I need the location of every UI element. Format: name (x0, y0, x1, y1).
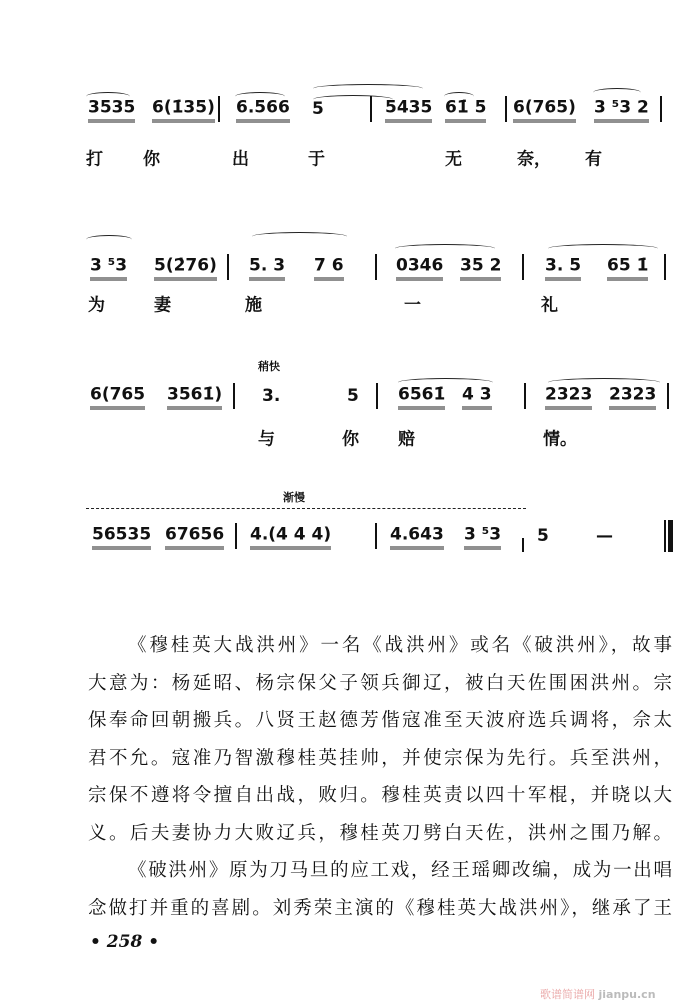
note-group: 3 ⁵3 2 (594, 98, 649, 123)
note-group: 5435 (385, 98, 432, 123)
bar-line (505, 96, 507, 122)
watermark (540, 986, 656, 1002)
note-group: 5(2̇76) (154, 256, 217, 281)
note-group: 5 (537, 526, 549, 546)
note-group: 4.643 (390, 525, 444, 550)
bar-line (375, 254, 377, 280)
lyric: 赔 (398, 429, 415, 450)
bar-line (524, 383, 526, 409)
note-group: 3535 (88, 98, 135, 123)
bar-line (376, 383, 378, 409)
lyric: 为 (88, 295, 105, 316)
bar-line (218, 96, 220, 122)
note-group: 2323 (545, 385, 592, 410)
lyric: 出 (232, 149, 249, 170)
note-group: 6(765) (513, 98, 576, 123)
text-line: 《穆桂英大战洪州》一名《战洪州》或名《破洪州》，故事 (128, 635, 672, 656)
lyric: 奈， (517, 149, 551, 170)
text-line: 宗保不遵将令擅自出战，败归。穆桂英责以四十军棍，并晓以大 (88, 785, 672, 806)
lyric: 打 (86, 149, 103, 170)
bar-line (660, 96, 662, 122)
lyric: 无 (445, 149, 462, 170)
slur (548, 244, 658, 253)
slur (395, 244, 495, 253)
note-group: 3 ⁵3 (90, 256, 127, 281)
text-line: 《破洪州》原为刀马旦的应工戏，经王瑶卿改编，成为一出唱 (128, 860, 672, 881)
slur (252, 232, 347, 241)
note-group: 35 2 (460, 256, 501, 281)
body-text (88, 627, 672, 927)
slur (593, 88, 641, 97)
slur-line (86, 508, 526, 509)
page-number: • 258 • (90, 932, 160, 952)
lyric: 与 (258, 429, 275, 450)
lyric: 妻 (154, 295, 171, 316)
note-group: 61̇ 5 (445, 98, 486, 123)
note-group: 5 (347, 386, 359, 406)
watermark-cn: 歌谱简谱网 (540, 988, 595, 1001)
lyric: 你 (342, 429, 359, 450)
note-group: 7 6 (314, 256, 344, 281)
text-line: 念做打并重的喜剧。刘秀荣主演的《穆桂英大战洪州》，继承了王 (88, 897, 672, 919)
note-group: 3. (262, 386, 281, 406)
note-group: 67656 (165, 525, 224, 550)
tempo-marking: 稍快 (258, 360, 280, 373)
lyric: 一 (404, 295, 421, 316)
lyric: 你 (143, 149, 160, 170)
text-line: 大意为：杨延昭、杨宗保父子领兵御辽，被白天佐围困洪州。宗 (88, 672, 672, 694)
lyric: 于 (308, 149, 325, 170)
bar-line (370, 96, 372, 122)
bar-line (227, 254, 229, 280)
bar-line (667, 383, 669, 409)
bar-line (375, 523, 377, 549)
note-group: 5 (312, 99, 324, 119)
note-group: 6(765 (90, 385, 145, 410)
breath-mark (522, 538, 524, 552)
note-group: 4.(4 4 4) (250, 525, 331, 550)
bar-line (522, 254, 524, 280)
dash: — (596, 526, 613, 546)
lyric: 施 (245, 295, 262, 316)
note-group: 56535 (92, 525, 151, 550)
lyric: 情。 (543, 429, 577, 450)
bar-line (664, 254, 666, 280)
final-bar-thin (664, 520, 666, 552)
slur (313, 95, 393, 104)
note-group: 6(1̇35) (152, 98, 215, 123)
note-group: 4 3 (462, 385, 492, 410)
watermark-url: jianpu.cn (598, 988, 656, 1001)
note-group: 3561̇) (167, 385, 222, 410)
note-group: 65 1̇ (607, 256, 648, 281)
text-line: 义。后夫妻协力大败辽兵，穆桂英刀劈白天佐，洪州之围乃解。 (88, 822, 672, 844)
note-group: 0346 (396, 256, 443, 281)
note-group: 2323 (609, 385, 656, 410)
note-group: 6561̇ (398, 385, 445, 410)
tie (313, 84, 423, 93)
slur (86, 235, 132, 244)
final-bar-thick (668, 520, 673, 552)
lyric: 礼 (541, 295, 558, 316)
lyric: 有 (585, 149, 602, 170)
note-group: 3 ⁵3 (464, 525, 501, 550)
tempo-marking: 渐慢 (283, 491, 305, 504)
note-group: 5. 3 (249, 256, 285, 281)
text-line: 保奉命回朝搬兵。八贤王赵德芳偕寇准至天波府选兵调将，佘太 (88, 710, 672, 731)
note-group: 3. 5 (545, 256, 581, 281)
note-group: 6.566 (236, 98, 290, 123)
bar-line (235, 523, 237, 549)
bar-line (233, 383, 235, 409)
text-line: 君不允。寇准乃智激穆桂英挂帅，并使宗保为先行。兵至洪州， (88, 747, 672, 769)
